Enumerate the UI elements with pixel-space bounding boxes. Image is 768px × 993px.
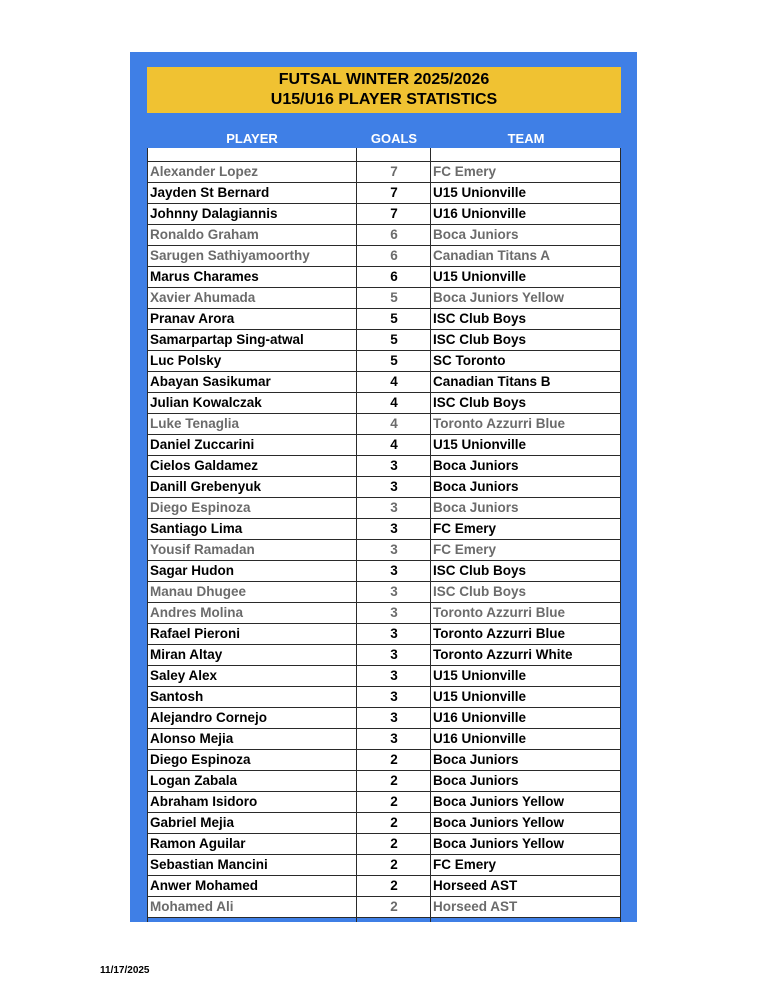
player-name-cell: Rafael Pieroni	[150, 626, 241, 641]
column-header-goals: GOALS	[370, 131, 418, 146]
player-name-cell: Julian Kowalczak	[150, 395, 262, 410]
team-cell: U15 Unionville	[433, 269, 527, 284]
player-name-cell: Santiago Lima	[150, 521, 243, 536]
player-name-cell: Mohamed Ali	[150, 899, 234, 914]
goals-cell: 3	[390, 626, 398, 641]
player-name-cell: Alonso Mejia	[150, 731, 234, 746]
table-row	[147, 876, 621, 897]
player-name-cell: Ronaldo Graham	[150, 227, 259, 242]
table-row	[147, 624, 621, 645]
player-name-cell: Johnny Dalagiannis	[150, 206, 278, 221]
team-cell: ISC Club Boys	[433, 563, 527, 578]
team-cell: Canadian Titans A	[433, 248, 551, 263]
title-line-2: U15/U16 PLAYER STATISTICS	[270, 91, 498, 108]
title-line-1: FUTSAL WINTER 2025/2026	[278, 71, 490, 88]
team-cell: U16 Unionville	[433, 731, 527, 746]
blank-row	[147, 148, 621, 162]
team-cell: ISC Club Boys	[433, 332, 527, 347]
table-row	[147, 414, 621, 435]
table-row	[147, 162, 621, 183]
goals-cell: 2	[390, 794, 398, 809]
table-row	[147, 540, 621, 561]
column-header-row	[147, 128, 621, 148]
player-name-cell: Abayan Sasikumar	[150, 374, 271, 389]
player-name-cell: Sarugen Sathiyamoorthy	[150, 248, 310, 263]
player-name-cell: Sagar Hudon	[150, 563, 235, 578]
table-row	[147, 855, 621, 876]
title-banner	[147, 67, 621, 113]
goals-cell: 6	[390, 269, 398, 284]
goals-cell: 7	[390, 185, 398, 200]
goals-cell: 7	[390, 164, 398, 179]
team-cell: ISC Club Boys	[433, 584, 527, 599]
team-cell: ISC Club Boys	[433, 311, 527, 326]
table-row	[147, 771, 621, 792]
goals-cell: 3	[390, 647, 398, 662]
table-row	[147, 561, 621, 582]
player-name-cell: Yousif Ramadan	[150, 542, 255, 557]
team-cell: Boca Juniors Yellow	[433, 836, 565, 851]
table-row	[147, 435, 621, 456]
player-name-cell: Saley Alex	[150, 668, 218, 683]
player-name-cell: Diego Espinoza	[150, 500, 251, 515]
table-row	[147, 708, 621, 729]
team-cell: Boca Juniors	[433, 773, 519, 788]
column-header-player: PLAYER	[226, 131, 278, 146]
team-cell: FC Emery	[433, 857, 497, 872]
goals-cell: 5	[390, 290, 398, 305]
table-row	[147, 246, 621, 267]
player-name-cell: Anwer Mohamed	[150, 878, 259, 893]
goals-cell: 2	[390, 878, 398, 893]
player-name-cell: Sebastian Mancini	[150, 857, 268, 872]
goals-cell: 3	[390, 458, 398, 473]
team-cell: Boca Juniors	[433, 500, 519, 515]
goals-cell: 3	[390, 584, 398, 599]
team-cell: U15 Unionville	[433, 437, 527, 452]
team-cell: Horseed AST	[433, 878, 518, 893]
player-name-cell: Jayden St Bernard	[150, 185, 270, 200]
goals-cell: 2	[390, 899, 398, 914]
team-cell: Canadian Titans B	[433, 374, 551, 389]
team-cell: Boca Juniors Yellow	[433, 815, 565, 830]
table-row	[147, 393, 621, 414]
goals-cell: 3	[390, 710, 398, 725]
goals-cell: 3	[390, 500, 398, 515]
goals-cell: 3	[390, 479, 398, 494]
table-row	[147, 225, 621, 246]
team-cell: ISC Club Boys	[433, 395, 527, 410]
table-row	[147, 288, 621, 309]
goals-cell: 4	[390, 416, 398, 431]
team-cell: Toronto Azzurri White	[433, 647, 573, 662]
table-row	[147, 498, 621, 519]
team-cell: U16 Unionville	[433, 710, 527, 725]
goals-cell: 2	[390, 773, 398, 788]
team-cell: U15 Unionville	[433, 689, 527, 704]
player-name-cell: Andres Molina	[150, 605, 244, 620]
column-header-team: TEAM	[507, 131, 545, 146]
goals-cell: 3	[390, 521, 398, 536]
goals-cell: 5	[390, 311, 398, 326]
table-row	[147, 330, 621, 351]
goals-cell: 6	[390, 227, 398, 242]
team-cell: Boca Juniors Yellow	[433, 290, 565, 305]
goals-cell: 2	[390, 836, 398, 851]
table-row	[147, 372, 621, 393]
table-row	[147, 582, 621, 603]
player-name-cell: Manau Dhugee	[150, 584, 247, 599]
player-name-cell: Alexander Lopez	[150, 164, 259, 179]
team-cell: Boca Juniors	[433, 752, 519, 767]
table-row	[147, 183, 621, 204]
table-row	[147, 477, 621, 498]
table-row	[147, 687, 621, 708]
team-cell: Toronto Azzurri Blue	[433, 416, 565, 431]
goals-cell: 3	[390, 689, 398, 704]
table-row	[147, 666, 621, 687]
player-name-cell: Samarpartap Sing-atwal	[150, 332, 304, 347]
goals-cell: 2	[390, 815, 398, 830]
goals-cell: 4	[390, 374, 398, 389]
player-name-cell: Xavier Ahumada	[150, 290, 256, 305]
player-name-cell: Marus Charames	[150, 269, 259, 284]
goals-cell: 4	[390, 395, 398, 410]
player-name-cell: Ramon Aguilar	[150, 836, 246, 851]
team-cell: Toronto Azzurri Blue	[433, 626, 565, 641]
table-row	[147, 351, 621, 372]
table-row	[147, 729, 621, 750]
goals-cell: 7	[390, 206, 398, 221]
table-row	[147, 309, 621, 330]
table-row	[147, 897, 621, 918]
team-cell: Toronto Azzurri Blue	[433, 605, 565, 620]
goals-cell: 5	[390, 353, 398, 368]
footer-date: 11/17/2025	[100, 965, 150, 976]
player-stats-table	[147, 148, 621, 918]
column-divider-team	[430, 148, 431, 922]
player-name-cell: Danill Grebenyuk	[150, 479, 262, 494]
goals-cell: 2	[390, 857, 398, 872]
team-cell: FC Emery	[433, 542, 497, 557]
player-name-cell: Cielos Galdamez	[150, 458, 259, 473]
goals-cell: 3	[390, 542, 398, 557]
table-row	[147, 519, 621, 540]
player-name-cell: Alejandro Cornejo	[150, 710, 268, 725]
team-cell: FC Emery	[433, 164, 497, 179]
table-row	[147, 204, 621, 225]
table-row	[147, 834, 621, 855]
team-cell: U15 Unionville	[433, 668, 527, 683]
team-cell: FC Emery	[433, 521, 497, 536]
goals-cell: 4	[390, 437, 398, 452]
table-row	[147, 813, 621, 834]
table-row	[147, 267, 621, 288]
player-name-cell: Luc Polsky	[150, 353, 222, 368]
player-name-cell: Pranav Arora	[150, 311, 235, 326]
team-cell: Boca Juniors	[433, 479, 519, 494]
goals-cell: 2	[390, 752, 398, 767]
player-name-cell: Luke Tenaglia	[150, 416, 240, 431]
player-name-cell: Gabriel Mejia	[150, 815, 235, 830]
table-border-right	[620, 148, 621, 922]
team-cell: U16 Unionville	[433, 206, 527, 221]
player-name-cell: Miran Altay	[150, 647, 223, 662]
goals-cell: 6	[390, 248, 398, 263]
goals-cell: 3	[390, 605, 398, 620]
table-row	[147, 645, 621, 666]
goals-cell: 5	[390, 332, 398, 347]
table-border-left	[147, 148, 148, 922]
team-cell: Boca Juniors	[433, 227, 519, 242]
team-cell: Horseed AST	[433, 899, 518, 914]
team-cell: Boca Juniors Yellow	[433, 794, 565, 809]
player-name-cell: Diego Espinoza	[150, 752, 251, 767]
table-row	[147, 792, 621, 813]
table-row	[147, 750, 621, 771]
player-name-cell: Daniel Zuccarini	[150, 437, 255, 452]
team-cell: Boca Juniors	[433, 458, 519, 473]
goals-cell: 3	[390, 668, 398, 683]
player-name-cell: Logan Zabala	[150, 773, 238, 788]
goals-cell: 3	[390, 563, 398, 578]
team-cell: SC Toronto	[433, 353, 506, 368]
column-divider-goals	[356, 148, 357, 922]
goals-cell: 3	[390, 731, 398, 746]
table-row	[147, 603, 621, 624]
team-cell: U15 Unionville	[433, 185, 527, 200]
table-row	[147, 456, 621, 477]
player-name-cell: Abraham Isidoro	[150, 794, 258, 809]
player-name-cell: Santosh	[150, 689, 204, 704]
